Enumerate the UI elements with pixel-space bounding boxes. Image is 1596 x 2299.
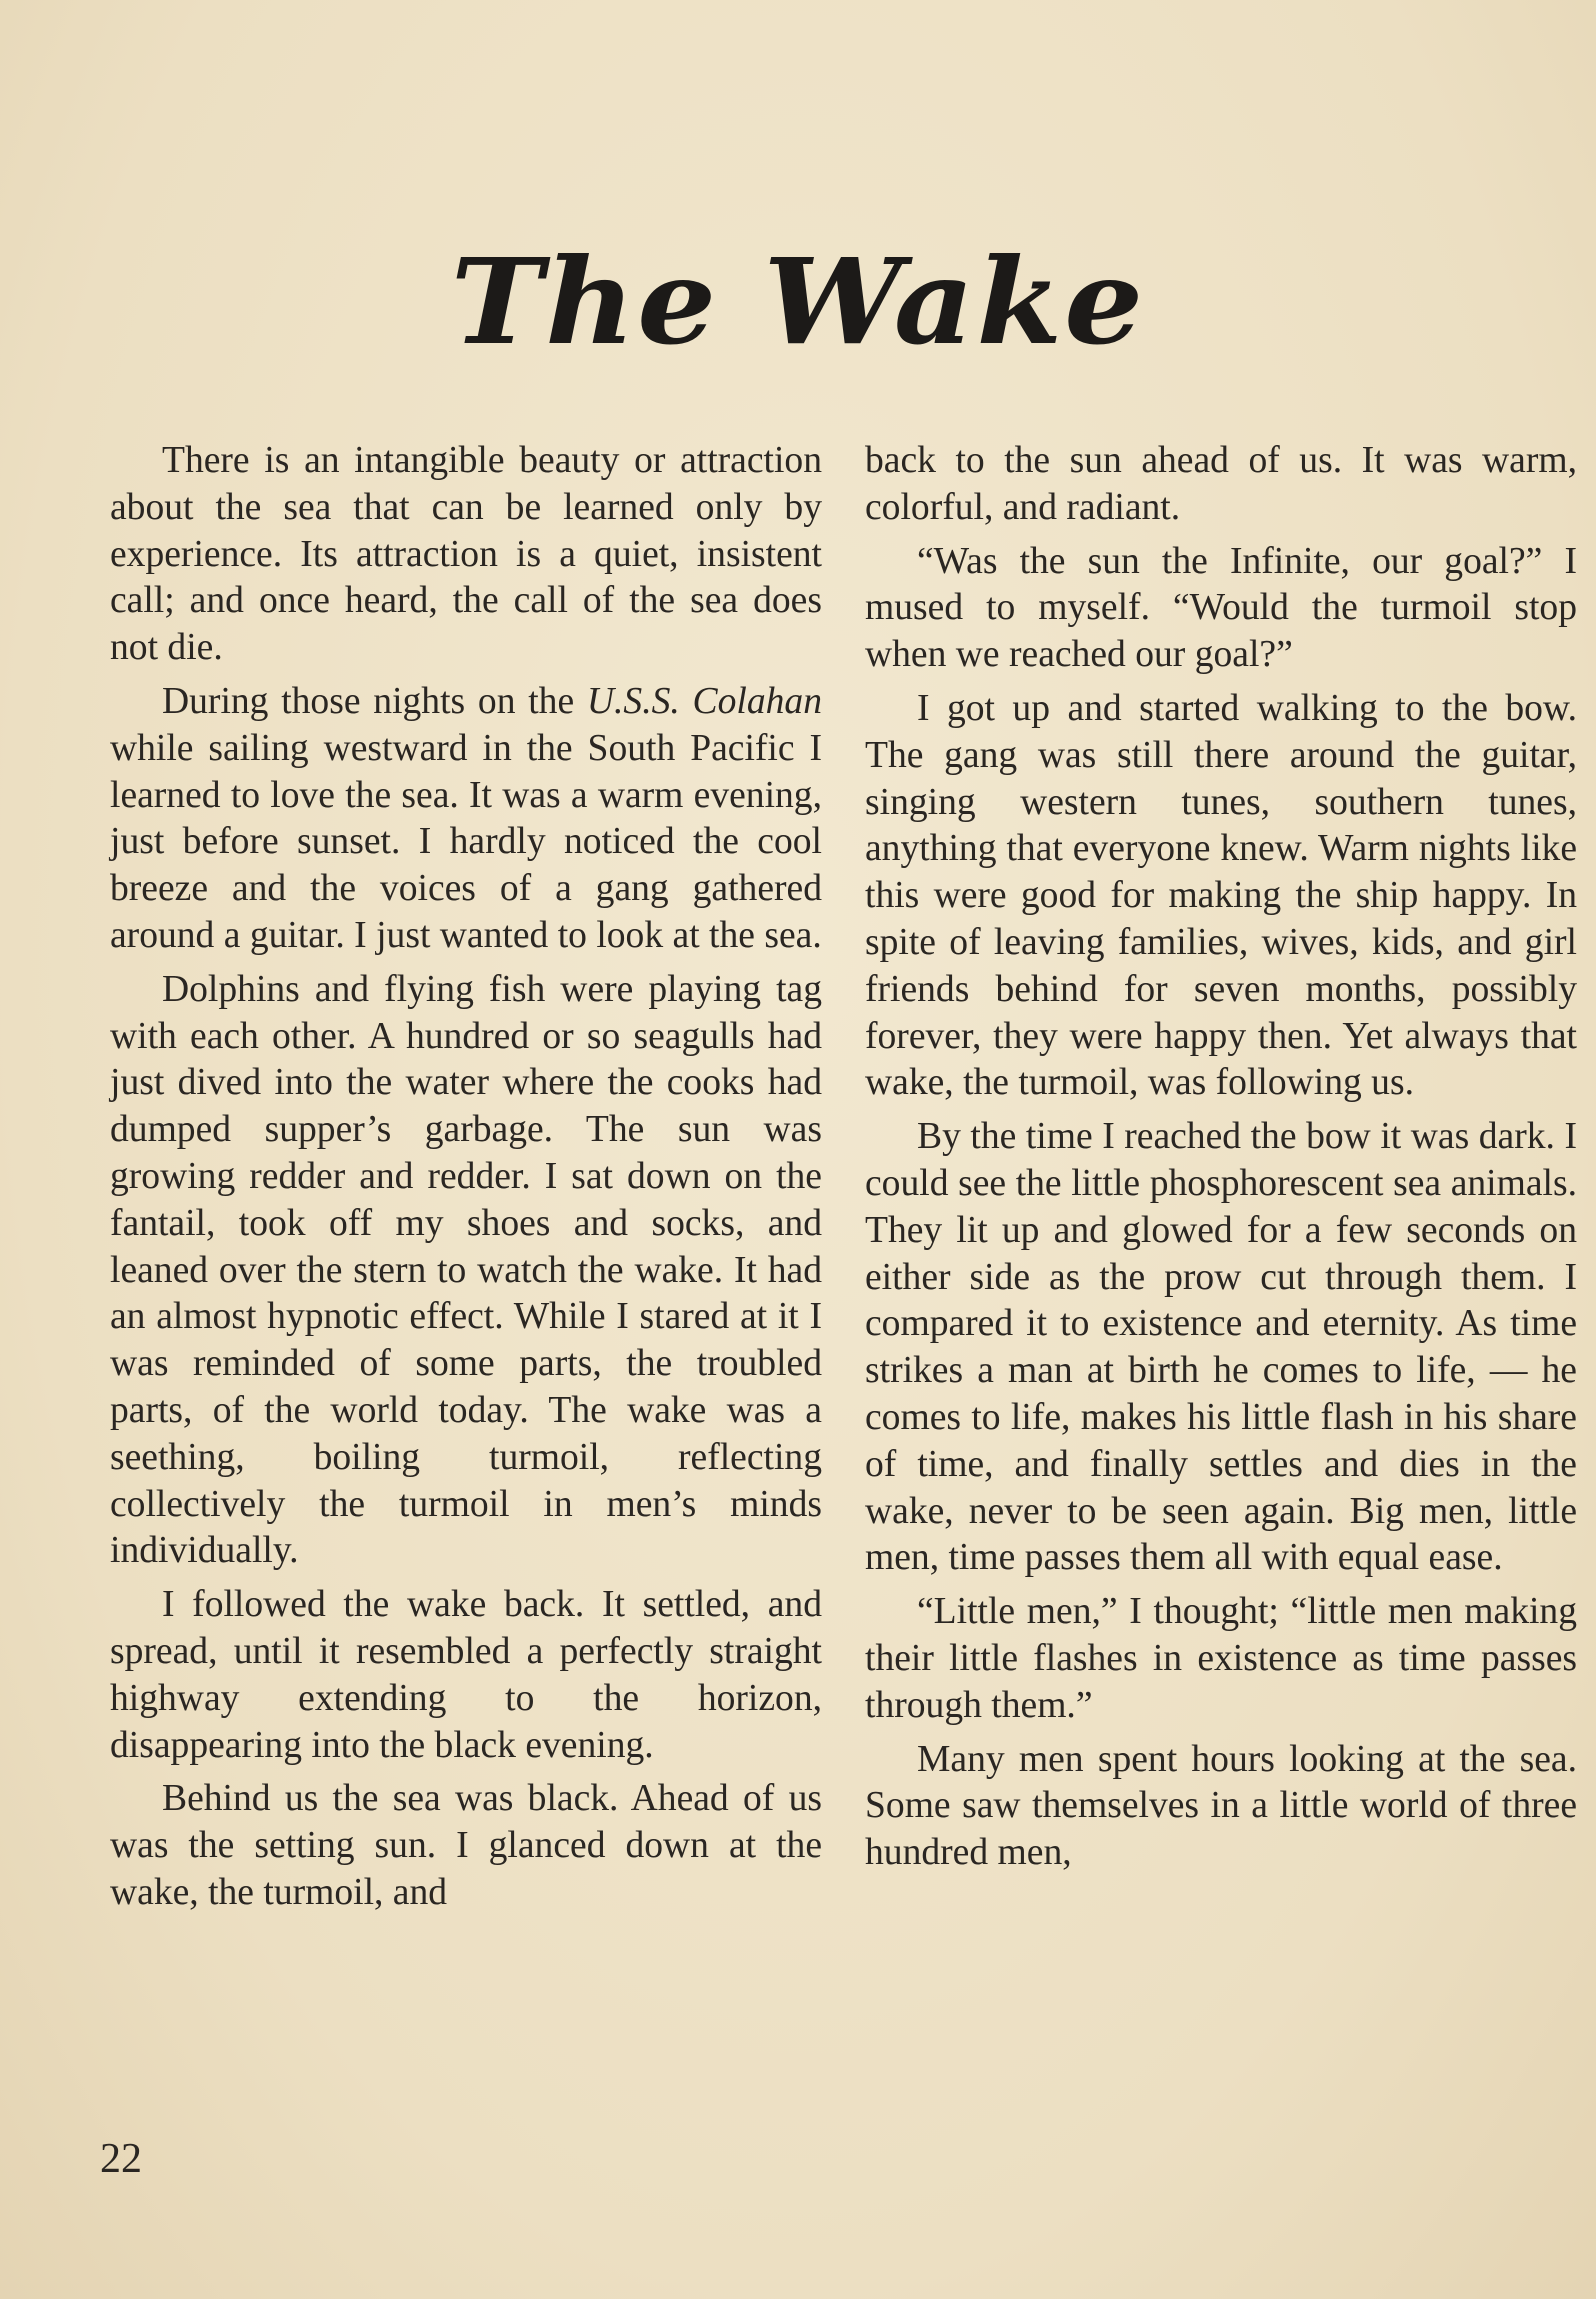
paragraph: “Was the sun the Infinite, our goal?” I mused to myself. “Would the turmoil stop when we reached our goal?” bbox=[865, 540, 1577, 676]
article-title: The Wake bbox=[450, 232, 1146, 371]
paragraph: There is an intangible beauty or attraction about the sea that can be learned only by experience. Its attraction is a quiet, insistent call; and once heard, the call of the sea does not die. bbox=[110, 440, 822, 669]
paragraph-text: During those nights on the bbox=[162, 680, 587, 722]
paragraph-continued: back to the sun ahead of us. It was warm, colorful, and radiant. bbox=[865, 440, 1577, 528]
paragraph: Many men spent hours looking at the sea. Some saw themselves in a little world of three hundred men, bbox=[865, 1738, 1577, 1874]
paragraph bbox=[110, 679, 822, 960]
ship-name: U.S.S. Colahan bbox=[586, 680, 822, 722]
paragraph: Behind us the sea was black. Ahead of us was the setting sun. I glanced down at the wake, the turmoil, and bbox=[110, 1778, 822, 1913]
paragraph: I followed the wake back. It settled, and spread, until it resembled a perfectly straight highway extending to the horizon, disappearing into the black evening. bbox=[110, 1584, 822, 1766]
paragraph-text: while sailing westward in the South Pacific I learned to love the sea. It was a warm evening, just before sunset. I hardly noticed the cool breeze and the voices of a gang gathered around a guitar. I just wanted to look at the sea. bbox=[110, 727, 822, 956]
paragraph: Dolphins and flying fish were playing tag with each other. A hundred or so seagulls had just dived into the water where the cooks had dumped supper’s garbage. The sun was growing redder and redder. I sat down on the fantail, took off my shoes and socks, and leaned over the stern to watch the wake. It had an almost hypnotic effect. While I stared at it I was reminded of some parts, the troubled parts, of the world today. The wake was a seething, boiling turmoil, reflecting collectively the turmoil in men’s minds individually. bbox=[110, 968, 822, 1572]
right-column bbox=[865, 438, 1577, 1884]
paragraph: I got up and started walking to the bow. The gang was still there around the guitar, singing western tunes, southern tunes, anything that everyone knew. Warm nights like this were good for making the ship happy. In spite of leaving families, wives, kids, and girl friends behind for seven months, possibly forever, they were happy then. Yet always that wake, the turmoil, was following us. bbox=[865, 687, 1577, 1104]
paragraph: “Little men,” I thought; “little men making their little flashes in existence as time passes through them.” bbox=[865, 1591, 1577, 1726]
page-number: 22 bbox=[100, 2136, 142, 2182]
paragraph: By the time I reached the bow it was dark. I could see the little phosphorescent sea animals. They lit up and glowed for a few seconds on either side as the prow cut through them. I compared it to existence and eternity. As time strikes a man at birth he comes to life, — he comes to life, makes his little flash in his share of time, and finally settles and dies in the wake, never to be seen again. Big men, little men, time passes them all with equal ease. bbox=[865, 1116, 1577, 1579]
left-column bbox=[110, 438, 822, 1924]
